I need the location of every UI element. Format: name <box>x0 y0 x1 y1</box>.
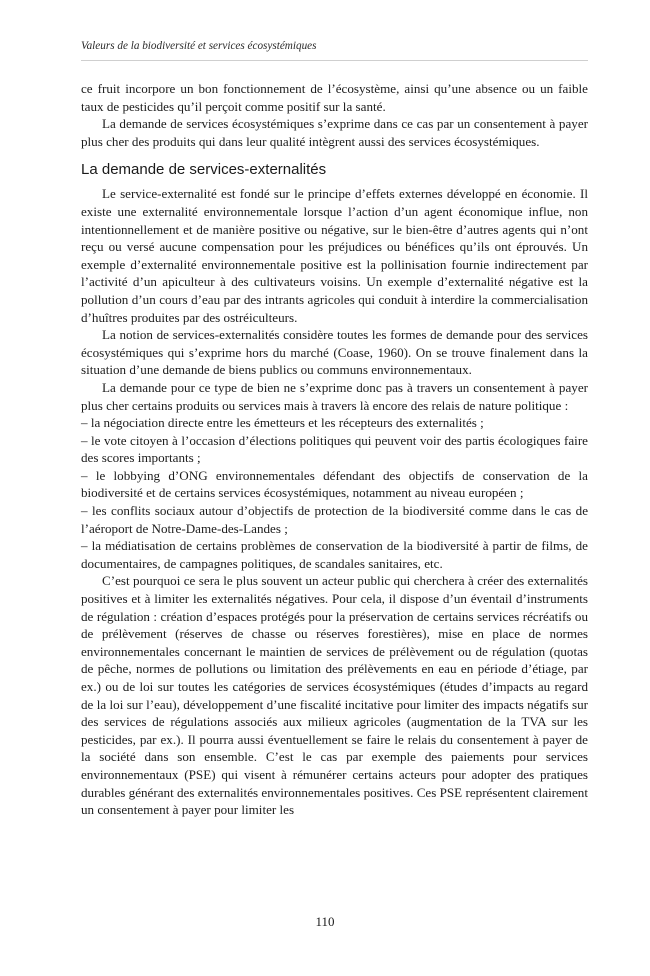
list-item: – les conflits sociaux autour d’objectifs de protection de la biodiversité comme dans le cas de l’aéroport de Notre-Dame-des-Landes ; <box>81 503 588 536</box>
running-header: Valeurs de la biodiversité et services écosystémiques <box>81 40 317 52</box>
paragraph: C’est pourquoi ce sera le plus souvent un acteur public qui cherchera à créer des externalités positives et à limiter les externalités négatives. Pour cela, il dispose d’un éventail d’instruments de régulation : création d’espaces protégés pour la préservation de certains services récréatifs ou de prélèvement (réserves de chasse ou réserves forestières), mise en place de normes environnementales concernant le maintien de services de prélèvement ou de régulation (quotas de pêche, normes de pollutions ou limitation des prélèvements en eau en période d’étiage, par ex.) ou de loi sur toutes les catégories de services écosystémiques (études d’impacts au regard de la loi sur l’eau), développement d’une fiscalité incitative pour limiter des impacts négatifs sur des services de régulations associés aux milieux agricoles (augmentation de la TVA sur les pesticides, par ex.). Il pourra aussi éventuellement se faire le relais du consentement à payer de la société dans son ensemble. C’est le cas par exemple des paiements pour services environnementaux (PSE) qui visent à rémunérer certains acteurs pour adopter des pratiques durables générant des externalités environnementales positives. Ces PSE représentent clairement un consentement à payer pour limiter les <box>81 573 588 818</box>
list-item: – le lobbying d’ONG environnementales défendant des objectifs de conservation de la biodiversité et de certains services écosystémiques, notamment au niveau européen ; <box>81 467 588 501</box>
list-item: – la négociation directe entre les émetteurs et les récepteurs des externalités ; <box>81 415 484 431</box>
page-body <box>81 80 588 819</box>
paragraph: La notion de services-externalités considère toutes les formes de demande pour des services écosystémiques qui s’exprime hors du marché (Coase, 1960). On se trouve finalement dans la situation d’une demande de biens publics ou communs environnementaux. <box>81 327 588 378</box>
dash-list <box>81 414 588 572</box>
paragraph: La demande de services écosystémiques s’exprime dans ce cas par un consentement à payer plus cher des produits qui dans leur qualité intègrent aussi des services écosystémiques. <box>81 116 588 149</box>
header-divider <box>81 60 588 61</box>
list-item: – la médiatisation de certains problèmes de conservation de la biodiversité à partir de films, de documentaires, de campagnes politiques, de scandales sanitaires, etc. <box>81 538 588 571</box>
section-heading: La demande de services-externalités <box>81 161 327 179</box>
paragraph: Le service-externalité est fondé sur le principe d’effets externes développé en économie. Il existe une externalité environnementale lorsque l’action d’un agent économique influe, non intentionnellement et de manière positive ou négative, sur le bien-être d’autres agents qui n’ont reçu ou versé aucune compensation pour les préjudices ou bénéfices qu’ils ont éprouvés. Un exemple d’externalité environnementale positive est la pollinisation fournie indirectement par l’activité d’un apiculteur à des cultivateurs voisins. Un exemple d’externalité négative est la pollution d’un cours d’eau par des intrants agricoles qui conduit à interdire la commercialisation d’huîtres produites par des ostréiculteurs. <box>81 186 588 325</box>
paragraph-continuation: ce fruit incorpore un bon fonctionnement de l’écosystème, ainsi qu’une absence ou un faible taux de pesticides qu’il perçoit comme positif sur la santé. <box>81 81 588 114</box>
page-number: 110 <box>315 914 335 929</box>
list-item: – le vote citoyen à l’occasion d’élections politiques qui peuvent voir des partis écologiques faire des scores importants ; <box>81 432 588 466</box>
paragraph: La demande pour ce type de bien ne s’exprime donc pas à travers un consentement à payer plus cher certains produits ou services mais à travers là encore des relais de nature politique : <box>81 379 588 413</box>
